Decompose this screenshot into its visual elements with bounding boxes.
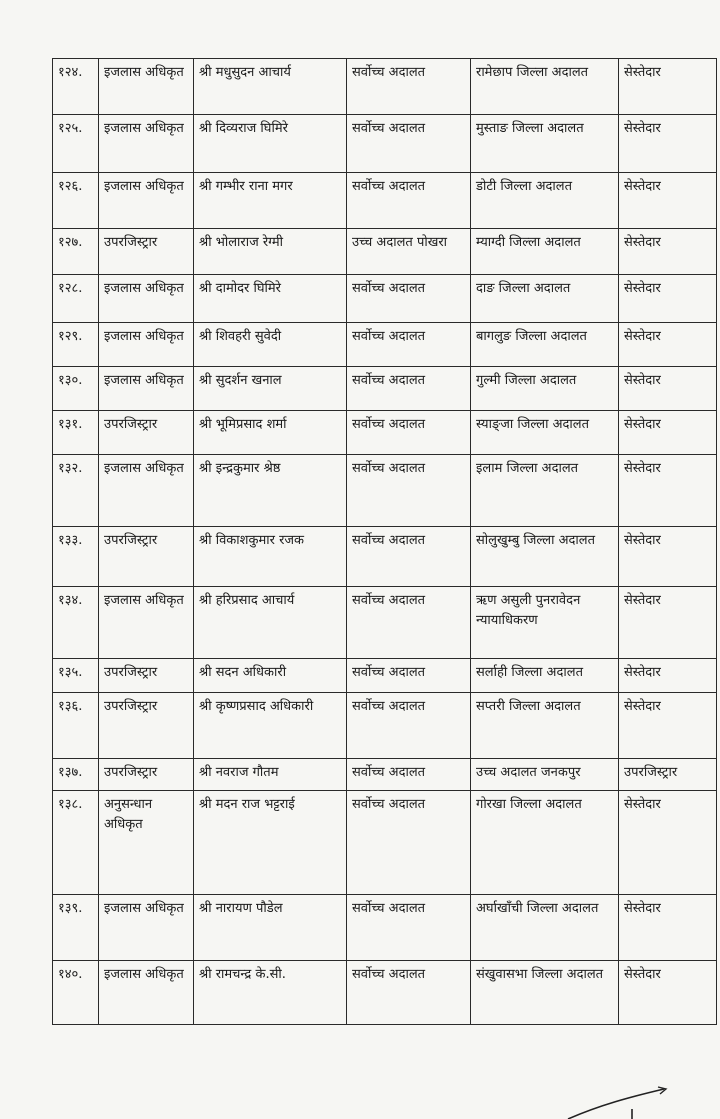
to-office-cell: अर्घाखाँची जिल्ला अदालत	[471, 895, 619, 961]
to-office-cell: बागलुङ जिल्ला अदालत	[471, 323, 619, 367]
serial-number-cell: १२८.	[53, 275, 99, 323]
new-role-cell: सेस्तेदार	[619, 455, 717, 527]
serial-number-cell: १३७.	[53, 759, 99, 791]
name-cell: श्री सदन अधिकारी	[194, 659, 347, 693]
from-office-cell: सर्वोच्च अदालत	[347, 759, 471, 791]
position-cell: इजलास अधिकृत	[99, 275, 194, 323]
new-role-cell: सेस्तेदार	[619, 229, 717, 275]
to-office-cell: गुल्मी जिल्ला अदालत	[471, 367, 619, 411]
position-cell: इजलास अधिकृत	[99, 587, 194, 659]
name-cell: श्री इन्द्रकुमार श्रेष्ठ	[194, 455, 347, 527]
from-office-cell: सर्वोच्च अदालत	[347, 961, 471, 1025]
serial-number-cell: १३६.	[53, 693, 99, 759]
table-row	[53, 961, 717, 1025]
name-cell: श्री सुदर्शन खनाल	[194, 367, 347, 411]
position-cell: इजलास अधिकृत	[99, 455, 194, 527]
name-cell: श्री विकाशकुमार रजक	[194, 527, 347, 587]
table-row	[53, 59, 717, 115]
to-office-cell: संखुवासभा जिल्ला अदालत	[471, 961, 619, 1025]
position-cell: इजलास अधिकृत	[99, 323, 194, 367]
new-role-cell: सेस्तेदार	[619, 411, 717, 455]
table-row	[53, 455, 717, 527]
serial-number-cell: १३४.	[53, 587, 99, 659]
name-cell: श्री नारायण पौडेल	[194, 895, 347, 961]
to-office-cell: दाङ जिल्ला अदालत	[471, 275, 619, 323]
new-role-cell: सेस्तेदार	[619, 961, 717, 1025]
table-row	[53, 115, 717, 173]
name-cell: श्री दामोदर घिमिरे	[194, 275, 347, 323]
new-role-cell: सेस्तेदार	[619, 59, 717, 115]
position-cell: उपरजिस्ट्रार	[99, 527, 194, 587]
position-cell: इजलास अधिकृत	[99, 173, 194, 229]
table-row	[53, 527, 717, 587]
position-cell: इजलास अधिकृत	[99, 59, 194, 115]
new-role-cell: सेस्तेदार	[619, 275, 717, 323]
serial-number-cell: १३५.	[53, 659, 99, 693]
to-office-cell: उच्च अदालत जनकपुर	[471, 759, 619, 791]
table-row	[53, 895, 717, 961]
from-office-cell: सर्वोच्च अदालत	[347, 587, 471, 659]
to-office-cell: सोलुखुम्बु जिल्ला अदालत	[471, 527, 619, 587]
to-office-cell: डोटी जिल्ला अदालत	[471, 173, 619, 229]
table-row	[53, 229, 717, 275]
serial-number-cell: १३२.	[53, 455, 99, 527]
from-office-cell: सर्वोच्च अदालत	[347, 659, 471, 693]
serial-number-cell: १२९.	[53, 323, 99, 367]
serial-number-cell: १२५.	[53, 115, 99, 173]
table-row	[53, 411, 717, 455]
from-office-cell: सर्वोच्च अदालत	[347, 527, 471, 587]
signature-mark	[560, 1075, 720, 1119]
position-cell: उपरजिस्ट्रार	[99, 411, 194, 455]
position-cell: इजलास अधिकृत	[99, 115, 194, 173]
new-role-cell: उपरजिस्ट्रार	[619, 759, 717, 791]
new-role-cell: सेस्तेदार	[619, 323, 717, 367]
new-role-cell: सेस्तेदार	[619, 693, 717, 759]
name-cell: श्री दिव्यराज घिमिरे	[194, 115, 347, 173]
to-office-cell: म्याग्दी जिल्ला अदालत	[471, 229, 619, 275]
table-row	[53, 173, 717, 229]
to-office-cell: सर्लाही जिल्ला अदालत	[471, 659, 619, 693]
from-office-cell: सर्वोच्च अदालत	[347, 275, 471, 323]
to-office-cell: स्याङ्जा जिल्ला अदालत	[471, 411, 619, 455]
from-office-cell: सर्वोच्च अदालत	[347, 115, 471, 173]
name-cell: श्री गम्भीर राना मगर	[194, 173, 347, 229]
from-office-cell: सर्वोच्च अदालत	[347, 895, 471, 961]
position-cell: उपरजिस्ट्रार	[99, 759, 194, 791]
from-office-cell: सर्वोच्च अदालत	[347, 173, 471, 229]
from-office-cell: सर्वोच्च अदालत	[347, 323, 471, 367]
position-cell: इजलास अधिकृत	[99, 895, 194, 961]
table-row	[53, 693, 717, 759]
from-office-cell: सर्वोच्च अदालत	[347, 693, 471, 759]
table-row	[53, 275, 717, 323]
new-role-cell: सेस्तेदार	[619, 367, 717, 411]
serial-number-cell: १३०.	[53, 367, 99, 411]
name-cell: श्री मधुसुदन आचार्य	[194, 59, 347, 115]
table-row	[53, 791, 717, 895]
name-cell: श्री भूमिप्रसाद शर्मा	[194, 411, 347, 455]
to-office-cell: रामेछाप जिल्ला अदालत	[471, 59, 619, 115]
position-cell: इजलास अधिकृत	[99, 961, 194, 1025]
serial-number-cell: १३३.	[53, 527, 99, 587]
position-cell: इजलास अधिकृत	[99, 367, 194, 411]
transfer-table	[52, 58, 717, 1025]
to-office-cell: इलाम जिल्ला अदालत	[471, 455, 619, 527]
name-cell: श्री नवराज गौतम	[194, 759, 347, 791]
from-office-cell: सर्वोच्च अदालत	[347, 59, 471, 115]
new-role-cell: सेस्तेदार	[619, 791, 717, 895]
from-office-cell: सर्वोच्च अदालत	[347, 791, 471, 895]
from-office-cell: सर्वोच्च अदालत	[347, 455, 471, 527]
position-cell: उपरजिस्ट्रार	[99, 229, 194, 275]
name-cell: श्री हरिप्रसाद आचार्य	[194, 587, 347, 659]
to-office-cell: ऋण असुली पुनरावेदन न्यायाधिकरण	[471, 587, 619, 659]
serial-number-cell: १२४.	[53, 59, 99, 115]
name-cell: श्री शिवहरी सुवेदी	[194, 323, 347, 367]
table-row	[53, 659, 717, 693]
serial-number-cell: १३१.	[53, 411, 99, 455]
serial-number-cell: १२६.	[53, 173, 99, 229]
from-office-cell: सर्वोच्च अदालत	[347, 367, 471, 411]
name-cell: श्री भोलाराज रेग्मी	[194, 229, 347, 275]
table-row	[53, 759, 717, 791]
from-office-cell: उच्च अदालत पोखरा	[347, 229, 471, 275]
table-row	[53, 323, 717, 367]
to-office-cell: सप्तरी जिल्ला अदालत	[471, 693, 619, 759]
new-role-cell: सेस्तेदार	[619, 659, 717, 693]
position-cell: उपरजिस्ट्रार	[99, 693, 194, 759]
new-role-cell: सेस्तेदार	[619, 587, 717, 659]
from-office-cell: सर्वोच्च अदालत	[347, 411, 471, 455]
name-cell: श्री रामचन्द्र के.सी.	[194, 961, 347, 1025]
to-office-cell: गोरखा जिल्ला अदालत	[471, 791, 619, 895]
name-cell: श्री कृष्णप्रसाद अधिकारी	[194, 693, 347, 759]
serial-number-cell: १३९.	[53, 895, 99, 961]
table-body	[53, 59, 717, 1025]
to-office-cell: मुस्ताङ जिल्ला अदालत	[471, 115, 619, 173]
new-role-cell: सेस्तेदार	[619, 173, 717, 229]
new-role-cell: सेस्तेदार	[619, 527, 717, 587]
position-cell: उपरजिस्ट्रार	[99, 659, 194, 693]
new-role-cell: सेस्तेदार	[619, 895, 717, 961]
position-cell: अनुसन्धान अधिकृत	[99, 791, 194, 895]
serial-number-cell: १३८.	[53, 791, 99, 895]
serial-number-cell: १४०.	[53, 961, 99, 1025]
new-role-cell: सेस्तेदार	[619, 115, 717, 173]
table-row	[53, 367, 717, 411]
table-row	[53, 587, 717, 659]
name-cell: श्री मदन राज भट्टराई	[194, 791, 347, 895]
serial-number-cell: १२७.	[53, 229, 99, 275]
